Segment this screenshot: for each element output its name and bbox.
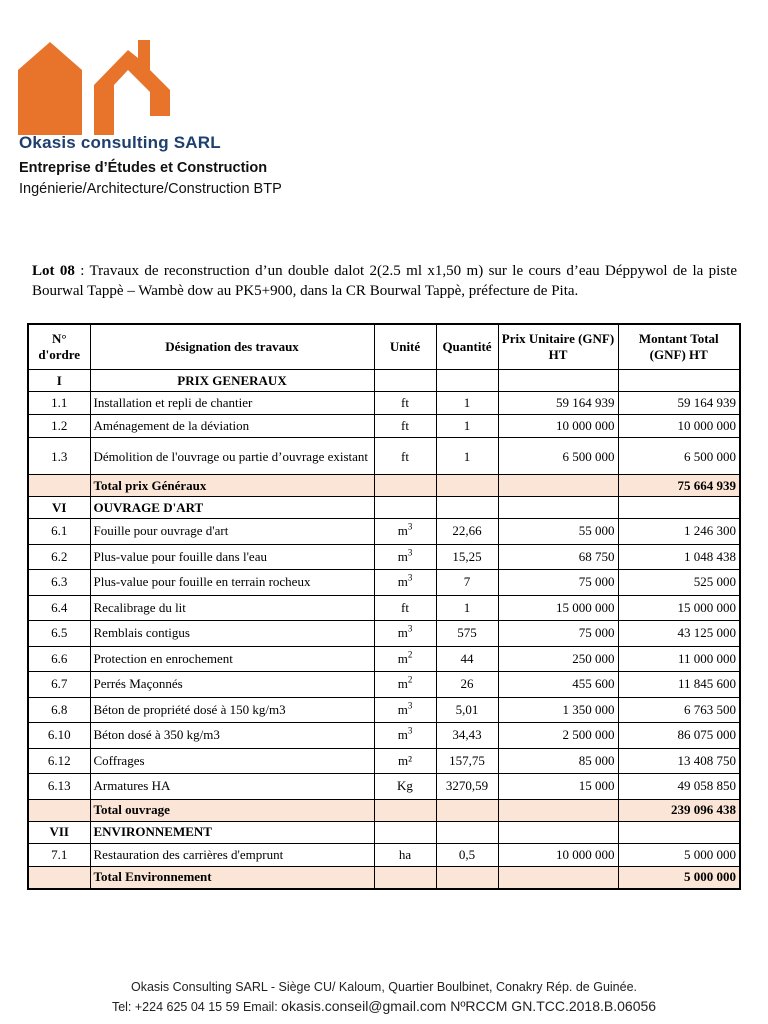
unit-exponent: 3	[407, 725, 413, 736]
unit-exponent: 2	[407, 674, 413, 685]
empty-cell	[498, 866, 618, 889]
row-num: 1.2	[28, 415, 90, 438]
section-total-row	[28, 866, 740, 889]
row-num: 6.2	[28, 544, 90, 570]
company-tagline: Entreprise d’Études et Construction	[19, 160, 268, 176]
unit-symbol: m	[397, 574, 408, 590]
company-logo	[18, 30, 178, 138]
table-row	[28, 570, 740, 596]
section-total-value: 239 096 438	[618, 799, 740, 821]
lot-label: Lot 08	[32, 263, 75, 279]
row-unit-price: 15 000 000	[498, 595, 618, 621]
row-designation: Protection en enrochement	[90, 646, 374, 672]
row-qty: 15,25	[436, 544, 498, 570]
empty-cell	[618, 821, 740, 843]
table-body	[28, 370, 740, 889]
row-num: 7.1	[28, 843, 90, 866]
row-designation: Béton dosé à 350 kg/m3	[90, 723, 374, 749]
row-unit	[374, 723, 436, 749]
empty-cell	[28, 475, 90, 497]
empty-cell	[374, 475, 436, 497]
empty-cell	[618, 497, 740, 519]
company-services: Ingénierie/Architecture/Construction BTP	[19, 181, 282, 197]
row-unit	[374, 544, 436, 570]
row-num: 6.13	[28, 774, 90, 800]
section-num: VII	[28, 821, 90, 843]
unit-symbol: Kg	[397, 778, 413, 794]
section-row	[28, 821, 740, 843]
row-unit	[374, 415, 436, 438]
table-row	[28, 621, 740, 647]
unit-symbol: ft	[401, 448, 409, 464]
row-unit	[374, 843, 436, 866]
section-total-label: Total prix Généraux	[90, 475, 374, 497]
table-row	[28, 748, 740, 774]
section-total-label: Total ouvrage	[90, 799, 374, 821]
empty-cell	[374, 799, 436, 821]
row-qty: 1	[436, 415, 498, 438]
row-designation: Remblais contigus	[90, 621, 374, 647]
section-total-row	[28, 799, 740, 821]
header-qty: Quantité	[436, 324, 498, 370]
row-designation: Restauration des carrières d'emprunt	[90, 843, 374, 866]
table-row	[28, 544, 740, 570]
row-unit-price: 75 000	[498, 621, 618, 647]
unit-symbol: m	[397, 625, 408, 641]
header-total: Montant Total (GNF) HT	[618, 324, 740, 370]
footer-email: okasis.conseil@gmail.com	[281, 998, 447, 1014]
unit-exponent: 3	[407, 700, 413, 711]
row-unit-price: 85 000	[498, 748, 618, 774]
footer-contact	[0, 998, 768, 1014]
row-unit	[374, 697, 436, 723]
table-row	[28, 774, 740, 800]
row-num: 6.5	[28, 621, 90, 647]
section-title: PRIX GENERAUX	[90, 370, 374, 392]
table-row	[28, 438, 740, 475]
row-total: 1 048 438	[618, 544, 740, 570]
row-unit-price: 68 750	[498, 544, 618, 570]
row-designation: Plus-value pour fouille dans l'eau	[90, 544, 374, 570]
empty-cell	[436, 497, 498, 519]
section-total-label: Total Environnement	[90, 866, 374, 889]
unit-symbol: ft	[401, 395, 409, 410]
table-row	[28, 646, 740, 672]
row-qty: 1	[436, 438, 498, 475]
row-designation: Aménagement de la déviation	[90, 415, 374, 438]
row-unit-price: 10 000 000	[498, 843, 618, 866]
empty-cell	[28, 799, 90, 821]
row-total: 6 763 500	[618, 697, 740, 723]
row-qty: 26	[436, 672, 498, 698]
row-total: 59 164 939	[618, 392, 740, 415]
row-designation: Plus-value pour fouille en terrain rocheux	[90, 570, 374, 596]
unit-exponent: 3	[407, 623, 413, 634]
row-unit	[374, 621, 436, 647]
quantity-price-table	[27, 323, 741, 890]
empty-cell	[436, 370, 498, 392]
row-total: 10 000 000	[618, 415, 740, 438]
row-unit	[374, 748, 436, 774]
empty-cell	[498, 475, 618, 497]
row-designation: Armatures HA	[90, 774, 374, 800]
empty-cell	[374, 497, 436, 519]
table-row	[28, 415, 740, 438]
row-total: 43 125 000	[618, 621, 740, 647]
section-total-value: 5 000 000	[618, 866, 740, 889]
empty-cell	[436, 475, 498, 497]
row-total: 11 000 000	[618, 646, 740, 672]
footer-phone: Tel: +224 625 04 15 59 Email:	[111, 1000, 282, 1014]
row-unit	[374, 438, 436, 475]
row-qty: 575	[436, 621, 498, 647]
row-unit	[374, 570, 436, 596]
empty-cell	[374, 821, 436, 843]
row-unit	[374, 392, 436, 415]
row-total: 13 408 750	[618, 748, 740, 774]
row-total: 86 075 000	[618, 723, 740, 749]
unit-symbol: ft	[401, 418, 409, 433]
unit-exponent: 3	[407, 547, 413, 558]
row-num: 6.6	[28, 646, 90, 672]
section-total-value: 75 664 939	[618, 475, 740, 497]
row-unit-price: 59 164 939	[498, 392, 618, 415]
row-unit	[374, 646, 436, 672]
empty-cell	[28, 866, 90, 889]
logo-house-right	[94, 40, 170, 135]
section-num: VI	[28, 497, 90, 519]
row-qty: 22,66	[436, 519, 498, 545]
header-unit: Unité	[374, 324, 436, 370]
row-unit-price: 10 000 000	[498, 415, 618, 438]
unit-symbol: m	[397, 650, 408, 666]
row-qty: 7	[436, 570, 498, 596]
row-designation: Recalibrage du lit	[90, 595, 374, 621]
table-row	[28, 697, 740, 723]
row-qty: 1	[436, 392, 498, 415]
section-row	[28, 370, 740, 392]
row-total: 6 500 000	[618, 438, 740, 475]
section-row	[28, 497, 740, 519]
row-unit	[374, 672, 436, 698]
unit-exponent: 3	[407, 572, 413, 583]
row-qty: 44	[436, 646, 498, 672]
table-row	[28, 723, 740, 749]
table-row	[28, 519, 740, 545]
logo-house-left	[18, 42, 82, 135]
row-designation: Démolition de l'ouvrage ou partie d’ouvrage existant	[90, 438, 374, 475]
row-num: 6.3	[28, 570, 90, 596]
section-title: ENVIRONNEMENT	[90, 821, 374, 843]
row-designation: Coffrages	[90, 748, 374, 774]
section-title: OUVRAGE D'ART	[90, 497, 374, 519]
row-qty: 1	[436, 595, 498, 621]
unit-symbol: ft	[401, 599, 409, 615]
header-num: N° d'ordre	[28, 324, 90, 370]
empty-cell	[436, 866, 498, 889]
empty-cell	[498, 370, 618, 392]
row-unit-price: 75 000	[498, 570, 618, 596]
table-row	[28, 672, 740, 698]
unit-symbol: m	[397, 676, 408, 692]
row-num: 6.8	[28, 697, 90, 723]
row-designation: Fouille pour ouvrage d'art	[90, 519, 374, 545]
table-row	[28, 595, 740, 621]
empty-cell	[618, 370, 740, 392]
header-unit-price: Prix Unitaire (GNF) HT	[498, 324, 618, 370]
empty-cell	[498, 799, 618, 821]
unit-symbol: m	[397, 548, 408, 564]
table-row	[28, 843, 740, 866]
unit-symbol: ha	[398, 846, 412, 862]
empty-cell	[498, 821, 618, 843]
lot-text: : Travaux de reconstruction d’un double dalot 2(2.5 ml x1,50 m) sur le cours d’eau Déppywol de la piste Bourwal Tappè – Wambè dow au PK5+900, dans la CR Bourwal Tappè, préfecture de Pita.	[32, 263, 738, 299]
row-qty: 3270,59	[436, 774, 498, 800]
unit-exponent: 3	[407, 521, 413, 532]
row-qty: 34,43	[436, 723, 498, 749]
row-total: 49 058 850	[618, 774, 740, 800]
table-row	[28, 392, 740, 415]
row-qty: 157,75	[436, 748, 498, 774]
empty-cell	[436, 799, 498, 821]
row-num: 1.1	[28, 392, 90, 415]
footer-rccm: NºRCCM GN.TCC.2018.B.06056	[446, 998, 657, 1014]
row-total: 11 845 600	[618, 672, 740, 698]
row-num: 6.12	[28, 748, 90, 774]
row-designation: Perrés Maçonnés	[90, 672, 374, 698]
row-num: 6.7	[28, 672, 90, 698]
row-num: 6.4	[28, 595, 90, 621]
row-total: 1 246 300	[618, 519, 740, 545]
row-designation: Béton de propriété dosé à 150 kg/m3	[90, 697, 374, 723]
row-designation: Installation et repli de chantier	[90, 392, 374, 415]
row-unit-price: 55 000	[498, 519, 618, 545]
lot-description	[32, 261, 737, 301]
row-num: 1.3	[28, 438, 90, 475]
row-unit-price: 15 000	[498, 774, 618, 800]
table-header-row	[28, 324, 740, 370]
unit-exponent: 2	[407, 649, 413, 660]
header-designation: Désignation des travaux	[90, 324, 374, 370]
row-qty: 0,5	[436, 843, 498, 866]
empty-cell	[436, 821, 498, 843]
row-unit-price: 1 350 000	[498, 697, 618, 723]
company-name: Okasis consulting SARL	[19, 133, 221, 152]
row-unit	[374, 774, 436, 800]
row-total: 5 000 000	[618, 843, 740, 866]
row-unit-price: 6 500 000	[498, 438, 618, 475]
row-unit	[374, 519, 436, 545]
row-total: 15 000 000	[618, 595, 740, 621]
unit-symbol: m²	[397, 752, 412, 768]
row-unit-price: 455 600	[498, 672, 618, 698]
row-num: 6.1	[28, 519, 90, 545]
row-unit	[374, 595, 436, 621]
footer-address: Okasis Consulting SARL - Siège CU/ Kaloum, Quartier Boulbinet, Conakry Rép. de Guinée.	[130, 980, 638, 994]
row-unit-price: 2 500 000	[498, 723, 618, 749]
row-unit-price: 250 000	[498, 646, 618, 672]
unit-symbol: m	[397, 523, 408, 539]
unit-symbol: m	[397, 701, 408, 717]
empty-cell	[498, 497, 618, 519]
row-num: 6.10	[28, 723, 90, 749]
section-num: I	[28, 370, 90, 392]
unit-symbol: m	[397, 727, 408, 743]
row-qty: 5,01	[436, 697, 498, 723]
empty-cell	[374, 370, 436, 392]
row-total: 525 000	[618, 570, 740, 596]
section-total-row	[28, 475, 740, 497]
empty-cell	[374, 866, 436, 889]
